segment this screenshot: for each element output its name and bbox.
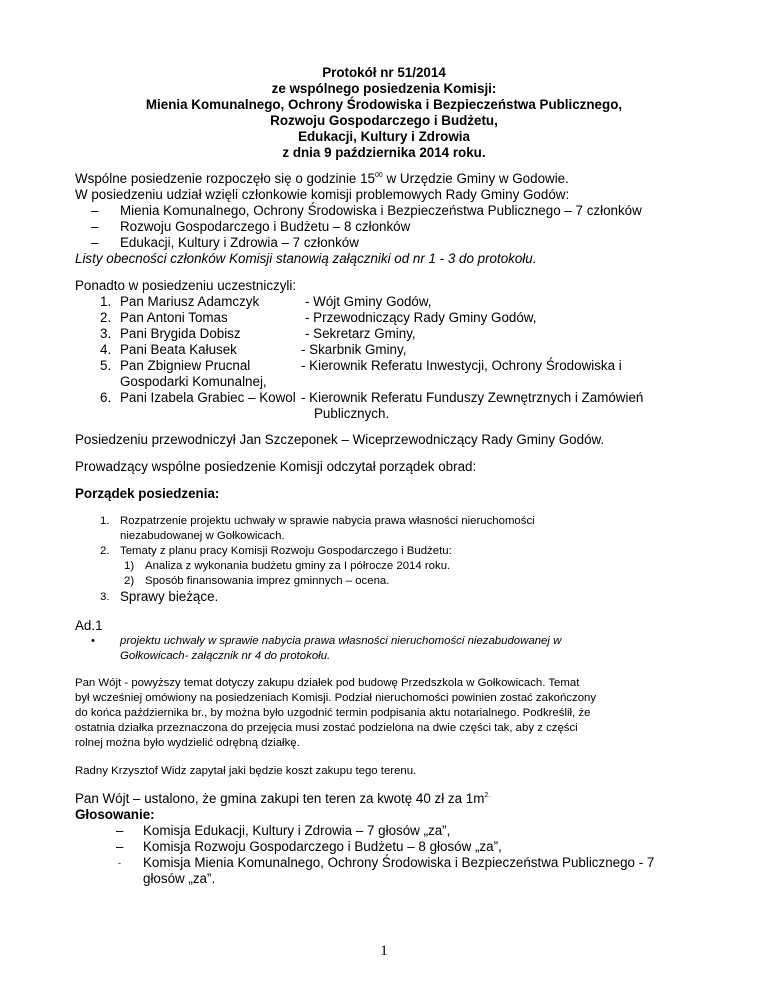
agenda-subitem: Sposób finansowania imprez gminnych – ocena. <box>145 575 390 587</box>
header-line: Edukacji, Kultury i Zdrowia <box>298 129 470 144</box>
agenda-num: 2. <box>100 545 110 557</box>
guest-role: - Wójt Gminy Godów, <box>305 294 432 309</box>
vote-item: Komisja Mienia Komunalnego, Ochrony Środowiska i Bezpieczeństwa Publicznego - 7 <box>143 855 655 870</box>
header-line: ze wspólnego posiedzenia Komisji: <box>271 81 497 96</box>
agenda-num: 3. <box>100 591 110 603</box>
agenda-item-cont: niezabudowanej w Gołkowicach. <box>120 530 285 542</box>
vote-dash: - <box>118 858 121 868</box>
guest-num: 3. <box>100 326 112 341</box>
guest-name: Pan Zbigniew Prucnal <box>120 358 251 373</box>
header-line: Rozwoju Gospodarczego i Budżetu, <box>270 113 498 128</box>
committee-item: Edukacji, Kultury i Zdrowia – 7 członków <box>120 235 359 250</box>
guest-role: - Skarbnik Gminy, <box>301 342 407 357</box>
guest-name: Pan Mariusz Adamczyk <box>120 294 260 309</box>
header-line: Mienia Komunalnego, Ochrony Środowiska i Bezpieczeństwa Publicznego, <box>145 97 623 112</box>
ad1-topic: projektu uchwały w sprawie nabycia prawa własności nieruchomości niezabudowanej w <box>120 635 562 647</box>
guest-name: Pani Beata Kałusek <box>120 342 237 357</box>
header-date: z dnia 9 października 2014 roku. <box>282 145 486 160</box>
vote-item: Komisja Edukacji, Kultury i Zdrowia – 7 głosów „za”, <box>143 823 451 838</box>
ad1-paragraph-line: ostatnia działka przeznaczona do przejęcia musi zostać podzielona na dwie części tak, aby z części <box>75 722 578 734</box>
attendance-note: Listy obecności członków Komisji stanowią załączniki od nr 1 - 3 do protokołu. <box>75 251 537 266</box>
guest-role-cont: Publicznych. <box>314 406 390 421</box>
vote-dash: – <box>116 823 124 838</box>
question-line: Radny Krzysztof Widz zapytał jaki będzie koszt zakupu tego terenu. <box>75 765 417 777</box>
ad1-paragraph-line: Pan Wójt - powyższy temat dotyczy zakupu działek pod budowę Przedszkola w Gołkowicach. Temat <box>75 677 580 689</box>
guest-num: 6. <box>100 390 112 405</box>
page-number: 1 <box>380 943 388 959</box>
guest-name: Pani Izabela Grabiec – Kowol <box>120 390 296 405</box>
guest-role: - Sekretarz Gminy, <box>305 326 416 341</box>
ad1-topic-cont: Gołkowicach- załącznik nr 4 do protokołu. <box>120 650 331 662</box>
protocol-title: Protokół nr 51/2014 <box>322 65 446 80</box>
guest-name: Pan Antoni Tomas <box>120 310 228 325</box>
guest-num: 1. <box>100 294 112 309</box>
start-time-line: Wspólne posiedzenie rozpoczęło się o godzinie $15^{00}$ w Urzędzie Gminy w Godowie. <box>75 171 569 186</box>
guest-name: Pani Brygida Dobisz <box>120 326 241 341</box>
ad1-label: Ad.1 <box>75 618 103 633</box>
agenda-subnum: 1) <box>124 560 135 572</box>
vote-item: Komisja Rozwoju Gospodarczego i Budżetu – 8 głosów „za”, <box>143 839 502 854</box>
list-dash: – <box>91 235 99 250</box>
guest-role-cont: Gospodarki Komunalnej, <box>120 374 267 389</box>
committee-item: Mienia Komunalnego, Ochrony Środowiska i Bezpieczeństwa Publicznego – 7 członków <box>120 203 642 218</box>
agenda-item: Tematy z planu pracy Komisji Rozwoju Gospodarczego i Budżetu: <box>120 545 452 557</box>
vote-item-cont: głosów „za”. <box>143 871 216 886</box>
agenda-intro: Prowadzący wspólne posiedzenie Komisji odczytał porządek obrad: <box>75 459 477 474</box>
guests-heading: Ponadto w posiedzeniu uczestniczyli: <box>75 278 297 293</box>
list-dash: – <box>91 203 99 218</box>
answer-line: Pan Wójt – ustalono, że gmina zakupi ten teren za kwotę 40 zł za $1m^{2.}$ <box>75 791 491 806</box>
ad1-paragraph-line: do końca października br., by można było uzgodnić termin podpisania aktu notarialnego. Podkreślił, że <box>75 707 591 719</box>
guest-num: 4. <box>100 342 112 357</box>
guest-num: 2. <box>100 310 112 325</box>
ad1-paragraph-line: był wcześniej omówiony na posiedzeniach Komisji. Podział nieruchomości powinien zostać zakończony <box>75 692 597 704</box>
agenda-item: Rozpatrzenie projektu uchwały w sprawie nabycia prawa własności nieruchomości <box>120 515 535 527</box>
agenda-heading: Porządek posiedzenia: <box>75 486 220 501</box>
guest-role: - Kierownik Referatu Funduszy Zewnętrznych i Zamówień <box>301 390 644 405</box>
participants-line: W posiedzeniu udział wzięli członkowie komisji problemowych Rady Gminy Godów: <box>75 187 570 202</box>
bullet-icon: • <box>91 635 95 647</box>
guest-num: 5. <box>100 358 112 373</box>
chair-line: Posiedzeniu przewodniczył Jan Szczeponek – Wiceprzewodniczący Rady Gminy Godów. <box>75 432 605 447</box>
vote-dash: – <box>116 839 124 854</box>
committee-item: Rozwoju Gospodarczego i Budżetu – 8 członków <box>120 219 411 234</box>
ad1-paragraph-line: rolnej można było wydzielić odrębną działkę. <box>75 737 300 749</box>
agenda-num: 1. <box>100 515 110 527</box>
agenda-subnum: 2) <box>124 575 135 587</box>
list-dash: – <box>91 219 99 234</box>
voting-label: Głosowanie: <box>75 807 155 822</box>
guest-role: - Przewodniczący Rady Gminy Godów, <box>305 310 537 325</box>
agenda-item: Sprawy bieżące. <box>120 589 219 604</box>
agenda-subitem: Analiza z wykonania budżetu gminy za I półrocze 2014 roku. <box>145 560 451 572</box>
guest-role: - Kierownik Referatu Inwestycji, Ochrony Środowiska i <box>301 358 622 373</box>
